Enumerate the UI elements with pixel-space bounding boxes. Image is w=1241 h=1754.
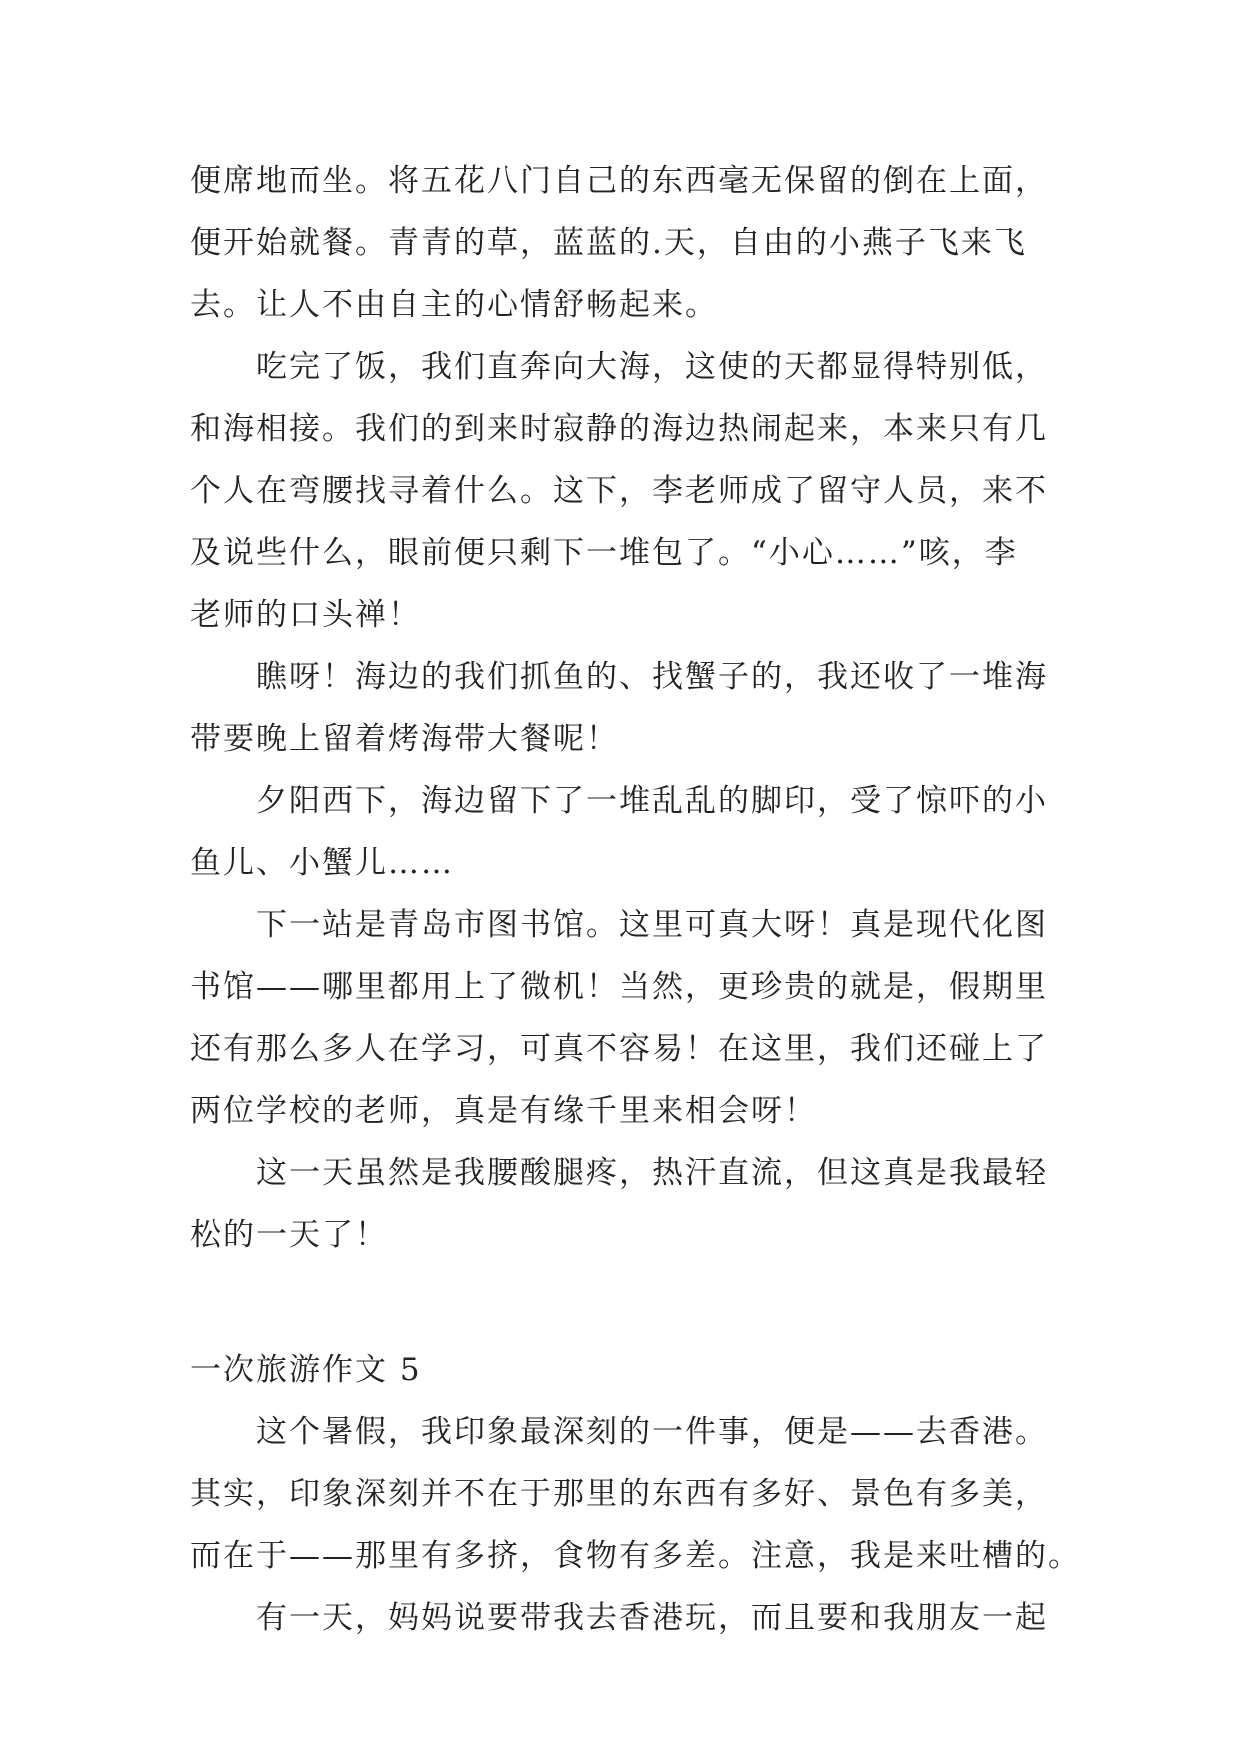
text-line: 夕阳西下，海边留下了一堆乱乱的脚印，受了惊吓的小	[256, 783, 1048, 819]
paragraph-picnic	[190, 150, 1050, 336]
section-spacer	[190, 1266, 1050, 1339]
text-line: 这一天虽然是我腰酸腿疼，热汗直流，但这真是我最轻	[256, 1155, 1048, 1191]
text-line: 吃完了饭，我们直奔向大海，这使的天都显得特别低，	[256, 349, 1048, 385]
text-line: 其实，印象深刻并不在于那里的东西有多好、景色有多美，	[190, 1476, 1048, 1512]
text-line: 瞧呀！海边的我们抓鱼的、找蟹子的，我还收了一堆海	[256, 659, 1048, 695]
paragraph-library	[190, 894, 1050, 1142]
text-line: 下一站是青岛市图书馆。这里可真大呀！真是现代化图	[256, 907, 1048, 943]
text-line: 带要晚上留着烤海带大餐呢！	[190, 721, 619, 757]
text-line: 去。让人不由自主的心情舒畅起来。	[190, 287, 718, 323]
text-line: 便席地而坐。将五花八门自己的东西毫无保留的倒在上面，	[190, 163, 1048, 199]
document-content	[190, 150, 1081, 1649]
text-line: 及说些什么，眼前便只剩下一堆包了。“小心……”咳，李	[190, 535, 1018, 571]
text-line: 书馆——哪里都用上了微机！当然，更珍贵的就是，假期里	[190, 969, 1048, 1005]
paragraph-catching-fish	[190, 646, 1050, 770]
text-line: 鱼儿、小蟹儿……	[190, 845, 454, 881]
text-line: 还有那么多人在学习，可真不容易！在这里，我们还碰上了	[190, 1031, 1048, 1067]
text-line: 有一天，妈妈说要带我去香港玩，而且要和我朋友一起	[256, 1600, 1048, 1636]
text-line: 两位学校的老师，真是有缘千里来相会呀！	[190, 1093, 817, 1129]
paragraph-sea	[190, 336, 1050, 646]
text-line: 便开始就餐。青青的草，蓝蓝的.天，自由的小燕子飞来飞	[190, 225, 1027, 261]
text-line: 老师的口头禅！	[190, 597, 421, 633]
text-line: 松的一天了！	[190, 1217, 388, 1253]
paragraph-conclusion	[190, 1142, 1050, 1266]
text-line: 和海相接。我们的到来时寂静的海边热闹起来，本来只有几	[190, 411, 1048, 447]
section-heading: 一次旅游作文 5	[190, 1352, 422, 1388]
text-line: 而在于——那里有多挤，食物有多差。注意，我是来吐槽的。	[190, 1538, 1081, 1574]
text-line: 这个暑假，我印象最深刻的一件事，便是——去香港。	[256, 1414, 1048, 1450]
paragraph-sunset	[190, 770, 1050, 894]
paragraph-hongkong-trip	[190, 1587, 1050, 1649]
paragraph-hongkong-intro	[190, 1401, 1081, 1587]
text-line: 个人在弯腰找寻着什么。这下，李老师成了留守人员，来不	[190, 473, 1048, 509]
